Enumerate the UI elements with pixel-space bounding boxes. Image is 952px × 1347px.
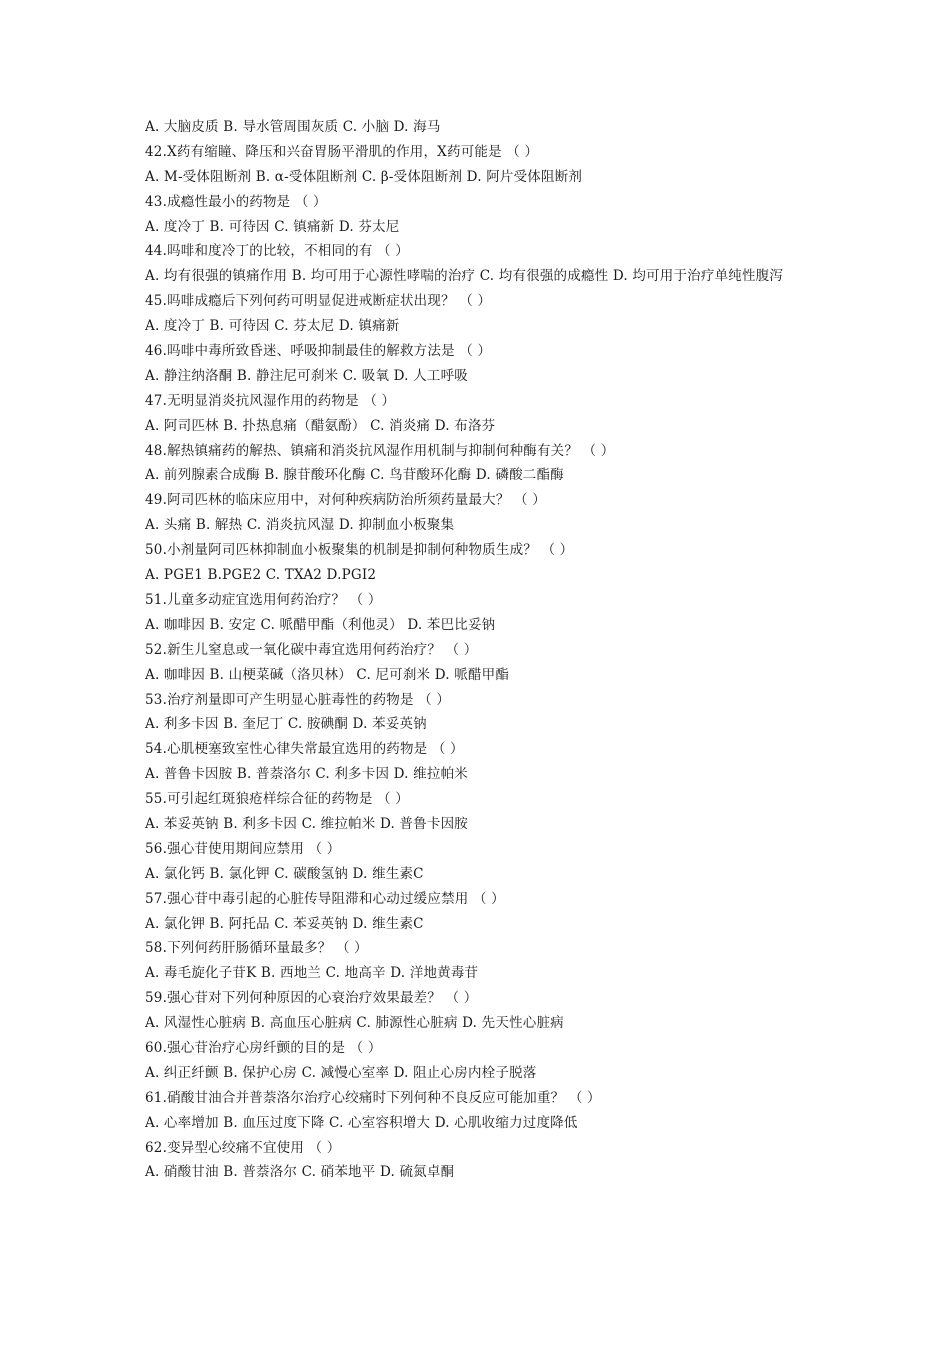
question-46: 46.吗啡中毒所致昏迷、呼吸抑制最佳的解救方法是 （ ）	[145, 343, 492, 360]
answer-options-54: A. 普鲁卡因胺 B. 普萘洛尔 C. 利多卡因 D. 维拉帕米	[145, 766, 468, 783]
question-42: 42.X药有缩瞳、降压和兴奋胃肠平滑肌的作用，X药可能是 （ ）	[145, 143, 539, 160]
question-59: 59.强心苷对下列何种原因的心衰治疗效果最差？ （ ）	[145, 990, 478, 1007]
answer-options-47: A. 阿司匹林 B. 扑热息痛（醋氨酚） C. 消炎痛 D. 布洛芬	[145, 417, 496, 434]
question-62: 62.变异型心绞痛不宜使用 （ ）	[145, 1139, 341, 1156]
question-44: 44.吗啡和度冷丁的比较，不相同的有 （ ）	[145, 243, 409, 260]
question-54: 54.心肌梗塞致室性心律失常最宜选用的药物是 （ ）	[145, 741, 464, 758]
answer-options-44: A. 均有很强的镇痛作用 B. 均可用于心源性哮喘的治疗 C. 均有很强的成瘾性 D. 均可用于治疗单纯性腹泻	[145, 268, 784, 285]
question-60: 60.强心苷治疗心房纤颤的目的是 （ ）	[145, 1039, 382, 1056]
answer-options-55: A. 苯妥英钠 B. 利多卡因 C. 维拉帕米 D. 普鲁卡因胺	[145, 815, 468, 832]
question-58: 58.下列何药肝肠循环量最多？ （ ）	[145, 940, 368, 957]
question-43: 43.成瘾性最小的药物是 （ ）	[145, 193, 327, 210]
question-list	[145, 115, 825, 1185]
question-49: 49.阿司匹林的临床应用中，对何种疾病防治所须药量最大？ （ ）	[145, 492, 546, 509]
answer-options-60: A. 纠正纤颤 B. 保护心房 C. 减慢心室率 D. 阻止心房内栓子脱落	[145, 1064, 537, 1081]
answer-options-56: A. 氯化钙 B. 氯化钾 C. 碳酸氢钠 D. 维生素C	[145, 865, 424, 882]
answer-options-42: A. M-受体阻断剂 B. α-受体阻断剂 C. β-受体阻断剂 D. 阿片受体阻断剂	[145, 168, 583, 185]
question-61: 61.硝酸甘油合并普萘洛尔治疗心绞痛时下列何种不良反应可能加重？ （ ）	[145, 1089, 601, 1106]
question-52: 52.新生儿窒息或一氧化碳中毒宜选用何药治疗？ （ ）	[145, 641, 478, 658]
answer-options-59: A. 风湿性心脏病 B. 高血压心脏病 C. 肺源性心脏病 D. 先天性心脏病	[145, 1015, 564, 1032]
answer-options-58: A. 毒毛旋化子苷K B. 西地兰 C. 地高辛 D. 洋地黄毒苷	[145, 965, 479, 982]
answer-options-62: A. 硝酸甘油 B. 普萘洛尔 C. 硝苯地平 D. 硫氮卓酮	[145, 1164, 455, 1181]
answer-options-48: A. 前列腺素合成酶 B. 腺苷酸环化酶 C. 鸟苷酸环化酶 D. 磷酸二酯酶	[145, 467, 564, 484]
answer-options-46: A. 静注纳洛酮 B. 静注尼可刹米 C. 吸氧 D. 人工呼吸	[145, 367, 468, 384]
question-56: 56.强心苷使用期间应禁用 （ ）	[145, 840, 341, 857]
question-57: 57.强心苷中毒引起的心脏传导阻滞和心动过缓应禁用 （ ）	[145, 890, 505, 907]
answer-options-45: A. 度冷丁 B. 可待因 C. 芬太尼 D. 镇痛新	[145, 318, 400, 335]
answer-options-53: A. 利多卡因 B. 奎尼丁 C. 胺碘酮 D. 苯妥英钠	[145, 716, 427, 733]
question-48: 48.解热镇痛药的解热、镇痛和消炎抗风湿作用机制与抑制何种酶有关？ （ ）	[145, 442, 615, 459]
answer-options-52: A. 咖啡因 B. 山梗菜碱（洛贝林） C. 尼可刹米 D. 哌醋甲酯	[145, 666, 510, 683]
answer-options-51: A. 咖啡因 B. 安定 C. 哌醋甲酯（利他灵） D. 苯巴比妥钠	[145, 616, 496, 633]
question-51: 51.儿童多动症宜选用何药治疗？ （ ）	[145, 591, 382, 608]
question-50: 50.小剂量阿司匹林抑制血小板聚集的机制是抑制何种物质生成？ （ ）	[145, 542, 574, 559]
answer-options-61: A. 心率增加 B. 血压过度下降 C. 心室容积增大 D. 心肌收缩力过度降低	[145, 1114, 578, 1131]
question-55: 55.可引起红斑狼疮样综合征的药物是 （ ）	[145, 791, 409, 808]
answer-options-43: A. 度冷丁 B. 可待因 C. 镇痛新 D. 芬太尼	[145, 218, 400, 235]
answer-options-49: A. 头痛 B. 解热 C. 消炎抗风湿 D. 抑制血小板聚集	[145, 517, 455, 534]
question-45: 45.吗啡成瘾后下列何药可明显促进戒断症状出现？ （ ）	[145, 293, 492, 310]
question-53: 53.治疗剂量即可产生明显心脏毒性的药物是 （ ）	[145, 691, 451, 708]
answer-options-41: A. 大脑皮质 B. 导水管周围灰质 C. 小脑 D. 海马	[145, 119, 441, 135]
answer-options-57: A. 氯化钾 B. 阿托品 C. 苯妥英钠 D. 维生素C	[145, 915, 424, 932]
answer-options-50: A. PGE1 B.PGE2 C. TXA2 D.PGI2	[145, 567, 377, 584]
question-47: 47.无明显消炎抗风湿作用的药物是 （ ）	[145, 392, 396, 409]
